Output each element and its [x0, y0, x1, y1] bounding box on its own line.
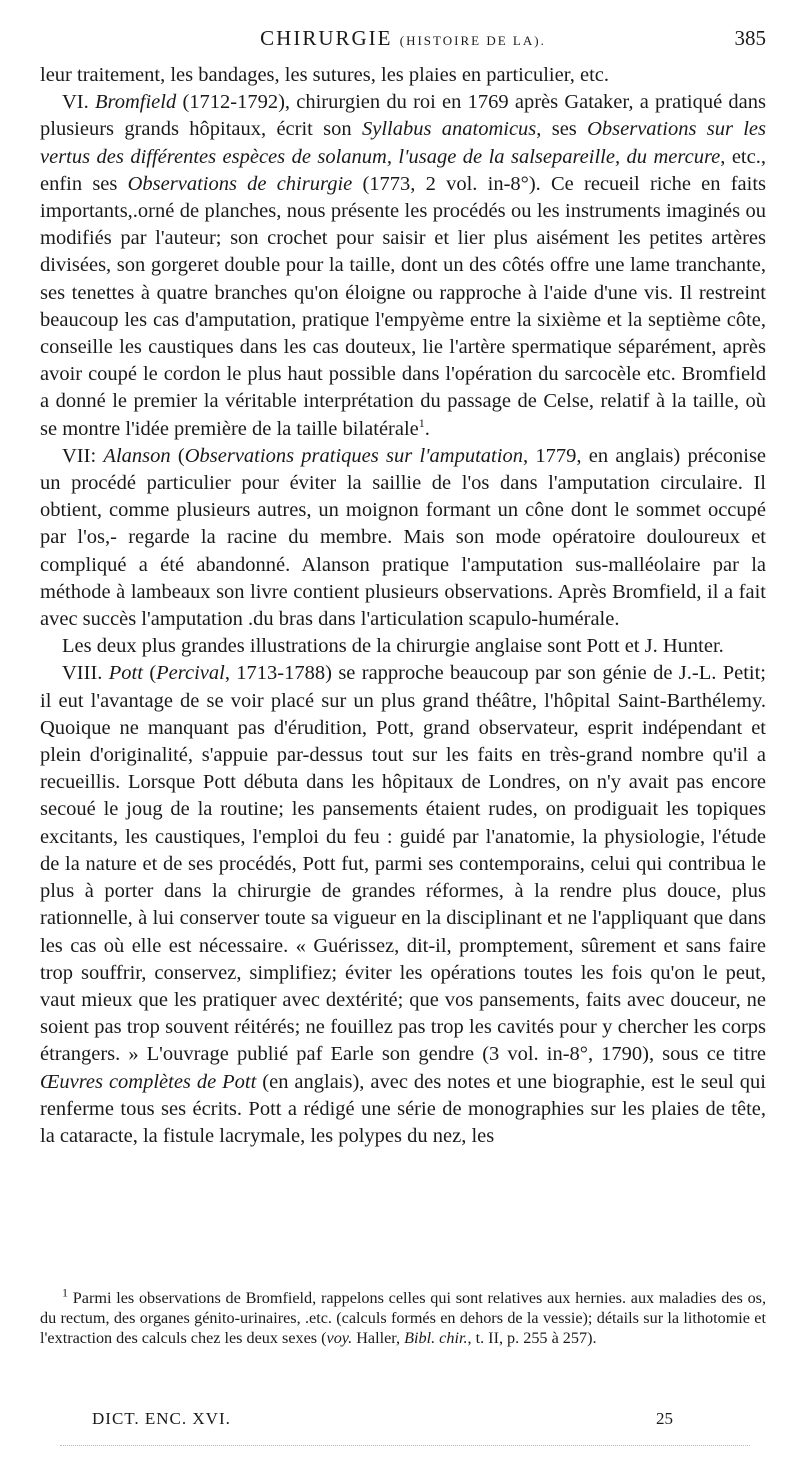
surgeon-forename: Percival — [156, 662, 225, 685]
paragraph-bromfield — [40, 89, 766, 443]
work-title: Observations de chirurgie — [127, 172, 353, 195]
work-title: Œuvres complètes de Pott — [40, 1070, 257, 1093]
citation-abbrev: voy. — [326, 1329, 353, 1347]
header-title-sub: (HISTOIRE DE LA). — [399, 33, 546, 48]
text-run: , ses — [536, 118, 577, 141]
bottom-dotted-rule — [60, 1445, 750, 1448]
section-number: VII: — [62, 444, 97, 467]
surgeon-name: Pott — [108, 662, 143, 685]
section-number: VI. — [62, 91, 89, 114]
text-run: Haller, — [356, 1329, 401, 1347]
text-run: , 1713-1788) se rapproche beaucoup par son génie de J.-L. Petit; il eut l'avantage de se voir placé sur un plus grand théâtre, l'hôpital Saint-Barthélemy. Quoique ne manquant pas d'érudition, Pott, grand observateur, esprit indépendant et plein d'originalité, s'appuie par-dessus tout sur les faits en très-grand nombre qu'il a recueillis. Lorsque Pott débuta dans les hôpitaux de Londres, on n'y avait pas encore secoué le joug de la routine; les pansements étaient rudes, on prodiguait les topiques excitants, les caustiques, l'emploi du feu : guidé par l'anatomie, la physiologie, l'étude de la nature et de ses procédés, Pott fut, parmi ses contemporains, celui qui contribua le plus à porter dans la chirurgie de grandes réformes, à la rendre plus douce, plus rationnelle, à lui conserver toute sa vigueur en la disciplinant et ne l'appliquant que dans les cas où elle est nécessaire. « Guérissez, dit-il, promptement, sûrement et sans faire trop souffrir, conservez, simplifiez; éviter les opérations toutes les fois qu'on le peut, vaut mieux que les pratiquer avec dextérité; que vos pansements, faits avec douceur, ne soient pas trop souvent réitérés; ne fouillez pas trop les cavités pour y chercher les corps étrangers. » L'ouvrage publié paf Earle son gendre (3 vol. in-8°, 1790), sous ce titre — [40, 662, 767, 1066]
paragraph-transition: Les deux plus grandes illustrations de la chirurgie anglaise sont Pott et J. Hunter. — [62, 635, 724, 658]
printer-signature — [40, 1409, 766, 1435]
section-number: VIII. — [62, 662, 103, 685]
text-run: , t. II, p. 255 à 257). — [467, 1329, 597, 1347]
footnote-text — [40, 1285, 767, 1348]
text-run: ( — [149, 662, 157, 685]
work-title: Syllabus anatomicus — [361, 118, 537, 141]
text-run: Parmi les observations de Bromfield, rappelons celles qui sont relatives aux hernies. aux maladies des os, du rectum, des organes génito-urinaires, .etc. (calculs formés en dehors de la vessie); détails sur la lithotomie et l'extraction des calculs chez les deux sexes ( — [40, 1289, 767, 1347]
text-run: (1712-1792), chirurgien du roi en 1769 après Gataker, a pratiqué dans plusieurs grands hôpitaux, écrit son — [40, 91, 766, 141]
main-text — [40, 62, 766, 1150]
text-run: ( — [177, 444, 185, 467]
paragraph-pott — [40, 660, 766, 1150]
citation-title: Bibl. chir. — [404, 1329, 468, 1347]
text-run: . — [424, 417, 430, 440]
paragraph-alanson — [40, 443, 766, 633]
running-header — [40, 26, 766, 56]
text-run: , 1779, en anglais) préconise un procédé particulier pour éviter la saillie de l'os dans l'amputation circulaire. Il obtient, comme plusieurs autres, un moignon formant un cône dont le sommet occupé par l'os,- regarde la racine du membre. Mais son mode opératoire douloureux et compliqué a été abandonné. Alanson pratique l'amputation sus-malléolaire par la méthode à lambeaux son livre contient plusieurs observations. Après Bromfield, il a fait avec succès l'amputation .du bras dans l'articulation scapulo-humérale. — [40, 444, 767, 631]
signature-number: 25 — [656, 1409, 673, 1428]
text-run: (1773, 2 vol. in-8°). Ce recueil riche en faits importants,.orné de planches, nous présente les procédés ou les instruments imaginés ou modifiés par l'auteur; son crochet pour saisir et lier plus aisément les petites artères divisées, son gorgeret double pour la taille, dont un des côtés offre une lame tranchante, ses tenettes à quatre branches qu'on éloigne ou rapproche à l'aide d'une vis. Il restreint beaucoup les cas d'amputation, pratique l'empyème entre la sixième et la septième côte, conseille les caustiques dans les cas douteux, lie l'artère spermatique séparément, après avoir coupé le cordon le plus haut possible dans l'opération du sarcocèle etc. Bromfield a donné le premier la véritable interprétation du passage de Celse, relatif à la taille, où se montre l'idée première de la taille bilatérale — [40, 172, 766, 440]
text-run: , etc., enfin ses — [40, 145, 766, 195]
header-title — [40, 26, 766, 51]
footnote-reference[interactable]: 1 — [418, 415, 425, 430]
signature-volume: DICT. ENC. XVI. — [92, 1409, 231, 1428]
work-title: Observations pratiques sur l'amputation — [184, 444, 523, 467]
footnote-mark: 1 — [62, 1285, 68, 1300]
footnote — [40, 1285, 767, 1348]
page-number: 385 — [734, 26, 766, 50]
text-run: (en anglais), avec des notes et une biographie, est le seul qui renferme tous ses écrits. Pott a rédigé une série de monographies sur les plaies de tête, la cataracte, la fistule lacrymale, les polypes du nez, les — [40, 1070, 767, 1147]
surgeon-name: Bromfield — [94, 91, 177, 114]
header-title-main: CHIRURGIE — [260, 26, 393, 50]
work-title: Observations sur les vertus des différentes espèces de solanum, l'usage de la salsepareille, du mercure — [40, 118, 767, 168]
paragraph-continuation: leur traitement, les bandages, les sutures, les plaies en particulier, etc. — [40, 64, 609, 86]
surgeon-name: Alanson — [103, 444, 171, 467]
